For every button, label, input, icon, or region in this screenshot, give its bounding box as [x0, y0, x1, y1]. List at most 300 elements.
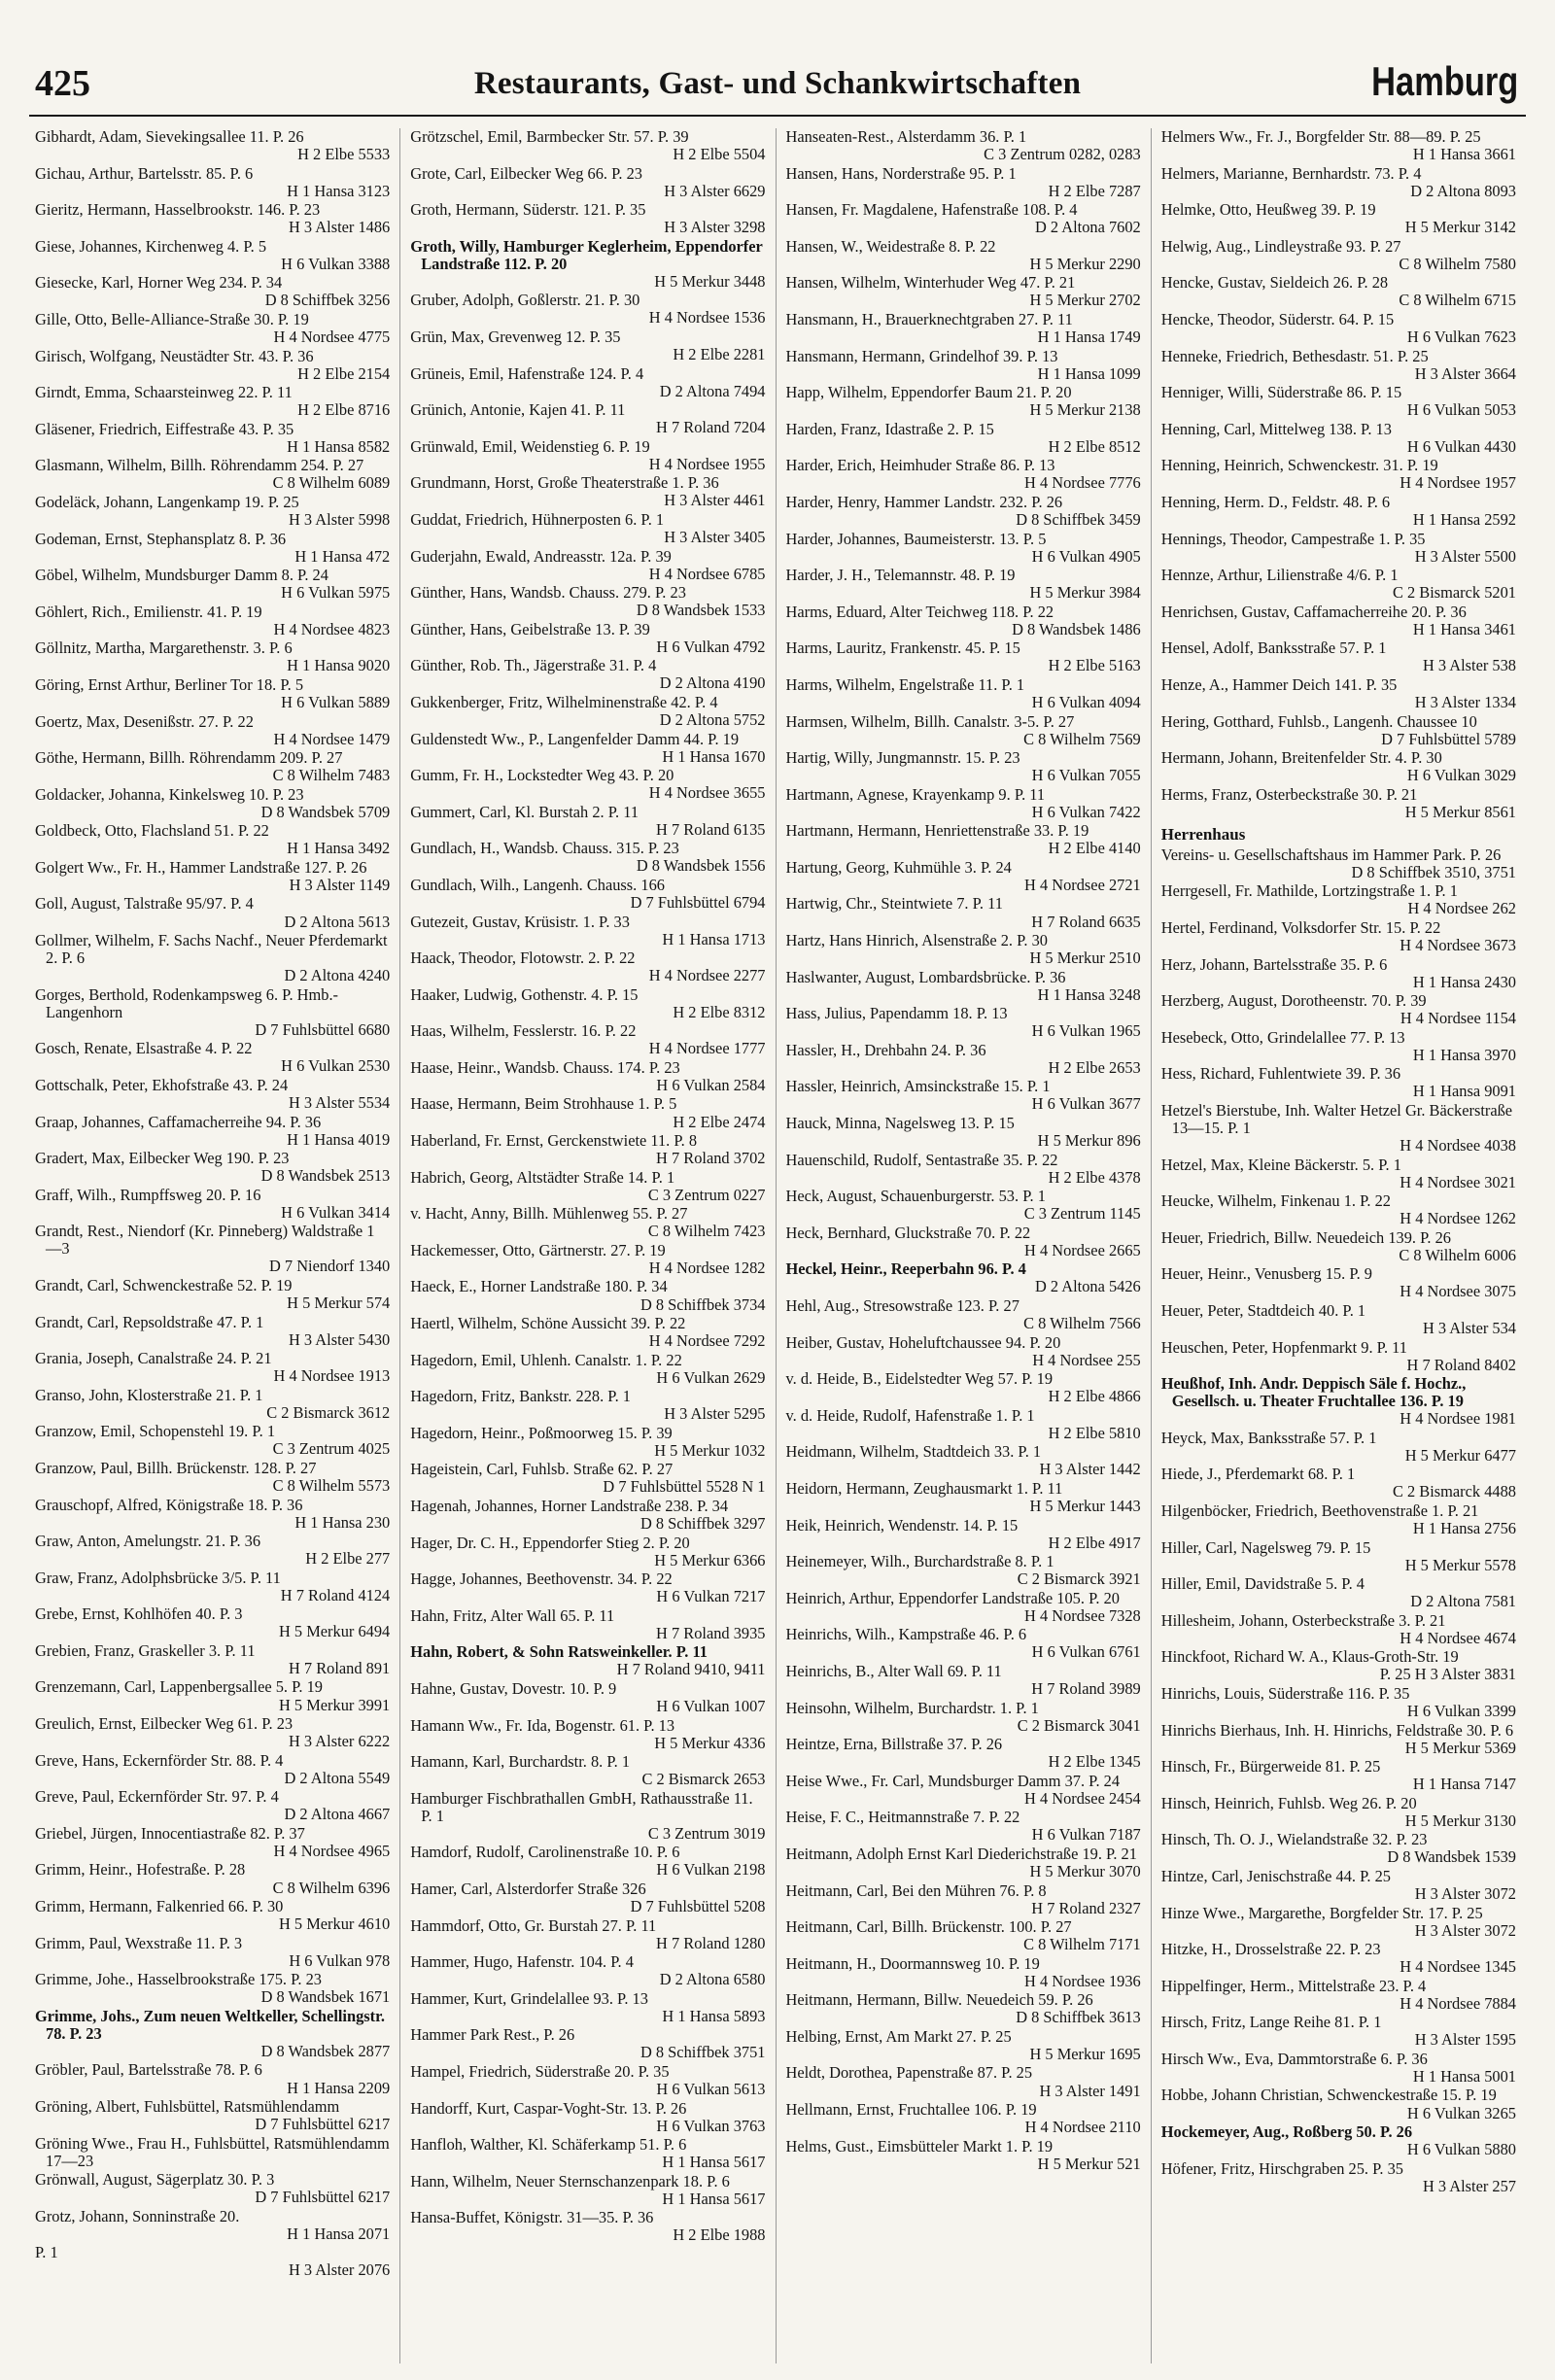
phone-number: H 2 Elbe 2154	[297, 363, 391, 383]
entry-text: Göllnitz, Martha, Margarethenstr. 3. P. 6	[35, 638, 293, 658]
listing-entry	[1161, 2087, 1516, 2121]
listing-entry	[35, 128, 390, 163]
entry-text: Hennze, Arthur, Lilienstraße 4/6. P. 1	[1160, 566, 1399, 585]
listing-entry	[35, 1460, 390, 1495]
listing-entry	[410, 1880, 765, 1915]
phone-number: H 4 Nordsee 4775	[273, 328, 391, 347]
phone-number: H 6 Vulkan 4792	[656, 637, 766, 656]
entry-text: Helmers, Marianne, Bernhardstr. 73. P. 4	[1160, 163, 1422, 183]
entry-text: Harms, Lauritz, Frankenstr. 45. P. 15	[785, 638, 1020, 658]
phone-number: H 3 Alster 534	[1422, 1319, 1516, 1337]
entry-text: Groth, Willy, Hamburger Keglerheim, Eppendorfer Landstraße 112. P. 20	[410, 236, 763, 273]
entry-text: Harder, J. H., Telemannstr. 48. P. 19	[785, 566, 1016, 585]
entry-text: Grün, Max, Grevenweg 12. P. 35	[410, 328, 621, 347]
phone-number: H 2 Elbe 277	[305, 1549, 391, 1569]
listing-entry	[1161, 1831, 1516, 1866]
entry-text: Hehl, Aug., Stresowstraße 123. P. 27	[785, 1296, 1019, 1315]
phone-number: H 5 Merkur 3070	[1029, 1861, 1141, 1880]
phone-number: H 3 Alster 1595	[1414, 2030, 1516, 2050]
entry-text: Heuer, Friedrich, Billw. Neuedeich 139. P. 26	[1160, 1227, 1452, 1247]
phone-number: H 2 Elbe 7287	[1048, 181, 1141, 200]
phone-number: H 6 Vulkan 4905	[1031, 546, 1141, 566]
listing-entry	[1161, 531, 1516, 566]
phone-number: H 4 Nordsee 7292	[648, 1331, 766, 1351]
entry-text: Hinrichs Bierhaus, Inh. H. Hinrichs, Feldstraße 30. P. 6	[1160, 1720, 1514, 1740]
entry-text: Heck, August, Schauenburgerstr. 53. P. 1	[785, 1187, 1046, 1206]
entry-text: Grotz, Johann, Sonninstraße 20.	[35, 2206, 240, 2225]
phone-number: C 8 Wilhelm 7566	[1023, 1314, 1141, 1333]
phone-number: H 1 Hansa 2756	[1412, 1519, 1516, 1538]
listing-entry	[786, 165, 1141, 200]
phone-number: H 3 Alster 4461	[664, 491, 766, 510]
listing-entry	[786, 238, 1141, 273]
phone-number: H 7 Roland 3702	[656, 1149, 766, 1168]
listing-entry	[35, 457, 390, 492]
listing-entry	[410, 401, 765, 436]
phone-number: H 7 Roland 891	[288, 1658, 391, 1677]
phone-number: H 2 Elbe 5810	[1048, 1423, 1141, 1442]
listing-entry	[786, 1334, 1141, 1369]
listing-entry	[1161, 882, 1516, 917]
listing-entry	[786, 1078, 1141, 1113]
entry-text: Hamann Ww., Fr. Ida, Bogenstr. 61. P. 13	[410, 1715, 675, 1735]
listing-entry	[1161, 567, 1516, 602]
entry-text: Hartz, Hans Hinrich, Alsenstraße 2. P. 30	[785, 931, 1048, 950]
entry-text: Gibhardt, Adam, Sievekingsallee 11. P. 26	[35, 128, 304, 146]
entry-text: Hertel, Ferdinand, Volksdorfer Str. 15. P. 22	[1160, 917, 1441, 937]
listing-entry	[35, 1314, 390, 1349]
phone-number: H 7 Roland 7204	[656, 418, 766, 437]
listing-entry	[35, 2208, 390, 2243]
listing-entry	[35, 1971, 390, 2006]
entry-text: Gumm, Fr. H., Lockstedter Weg 43. P. 20	[410, 766, 674, 785]
entry-text: Hagedorn, Fritz, Bankstr. 228. P. 1	[410, 1387, 631, 1406]
listing-entry	[410, 1844, 765, 1879]
phone-number: H 3 Alster 1334	[1414, 692, 1516, 711]
listing-entry	[1161, 1502, 1516, 1537]
phone-number: C 8 Wilhelm 6396	[272, 1878, 391, 1897]
listing-entry	[1161, 1905, 1516, 1940]
listing-entry	[410, 1790, 765, 1843]
listing-entry	[1161, 749, 1516, 784]
phone-number: H 6 Vulkan 3763	[656, 2116, 766, 2135]
phone-number: H 4 Nordsee 4674	[1400, 1628, 1516, 1647]
listing-entry	[1161, 1795, 1516, 1830]
listing-entry	[1161, 1029, 1516, 1064]
phone-number: H 6 Vulkan 978	[289, 1950, 391, 1970]
listing-entry	[410, 584, 765, 619]
entry-text: Heuschen, Peter, Hopfenmarkt 9. P. 11	[1160, 1337, 1407, 1357]
phone-number: H 5 Merkur 2290	[1029, 254, 1141, 273]
phone-number: H 6 Vulkan 6761	[1031, 1642, 1141, 1662]
listing-entry	[786, 274, 1141, 309]
phone-number: H 1 Hansa 3661	[1412, 145, 1516, 164]
entry-text: Haaker, Ludwig, Gothenstr. 4. P. 15	[410, 984, 639, 1004]
entry-text: Grünich, Antonie, Kajen 41. P. 11	[410, 400, 626, 420]
listing-entry	[410, 438, 765, 473]
entry-text: Henze, A., Hammer Deich 141. P. 35	[1160, 674, 1398, 694]
listing-entry	[35, 676, 390, 711]
phone-number: H 2 Elbe 2653	[1048, 1057, 1141, 1077]
listing-entry	[35, 494, 390, 529]
entry-text: Harmsen, Wilhelm, Billh. Canalstr. 3-5. P. 27	[785, 711, 1075, 731]
entry-text: Grimm, Hermann, Falkenried 66. P. 30	[35, 1897, 284, 1916]
entry-text: Girndt, Emma, Schaarsteinweg 22. P. 11	[35, 383, 293, 402]
phone-number: D 2 Altona 5426	[1034, 1277, 1141, 1296]
phone-number: H 3 Alster 2076	[288, 2260, 391, 2280]
listing-entry	[35, 932, 390, 984]
listing-entry	[410, 1607, 765, 1642]
entry-text: Heitmann, Adolph Ernst Karl Diederichstraße 19. P. 21	[785, 1844, 1137, 1863]
listing-entry	[1161, 421, 1516, 456]
entry-text: P. 1	[35, 2243, 58, 2262]
entry-text: Guderjahn, Ewald, Andreasstr. 12a. P. 39	[410, 546, 672, 566]
entry-text: Hanseaten-Rest., Alsterdamm 36. P. 1	[785, 128, 1027, 146]
listing-entry	[1161, 1102, 1516, 1155]
listing-entry	[410, 1059, 765, 1094]
phone-number: H 4 Nordsee 1536	[648, 308, 766, 328]
entry-text: Grötzschel, Emil, Barmbecker Str. 57. P. 39	[410, 128, 689, 146]
phone-number: H 5 Merkur 8561	[1404, 802, 1516, 821]
phone-number: C 3 Zentrum 0282, 0283	[984, 145, 1141, 164]
phone-number: H 4 Nordsee 6785	[648, 564, 766, 583]
listing-entry	[786, 2138, 1141, 2173]
entry-text: Grania, Joseph, Canalstraße 24. P. 21	[35, 1349, 272, 1368]
phone-number: C 2 Bismarck 4488	[1392, 1482, 1516, 1501]
listing-entry	[35, 348, 390, 383]
entry-text: Hartmann, Agnese, Krayenkamp 9. P. 11	[785, 784, 1046, 804]
listing-entry	[786, 421, 1141, 456]
listing-entry	[410, 1643, 765, 1678]
phone-number: D 7 Niendorf 1340	[268, 1257, 391, 1276]
phone-number: D 8 Schiffbek 3297	[639, 1514, 766, 1534]
phone-number: H 4 Nordsee 2665	[1024, 1240, 1141, 1259]
listing-entry	[410, 2173, 765, 2208]
entry-text: Hamann, Karl, Burchardstr. 8. P. 1	[410, 1752, 631, 1772]
listing-entry	[410, 2100, 765, 2135]
phone-number: H 6 Vulkan 2198	[656, 1860, 766, 1880]
listing-entry	[35, 1040, 390, 1075]
phone-number: C 8 Wilhelm 7171	[1023, 1935, 1141, 1954]
entry-text: Hann, Wilhelm, Neuer Sternschanzenpark 18. P. 6	[410, 2171, 730, 2190]
phone-number: H 2 Elbe 5504	[673, 145, 766, 164]
entry-text: Grönwall, August, Sägerplatz 30. P. 3	[35, 2170, 275, 2190]
listing-columns	[29, 128, 1526, 2363]
entry-text: Herz, Johann, Bartelsstraße 35. P. 6	[1160, 954, 1388, 974]
phone-number: H 5 Merkur 3142	[1404, 218, 1516, 237]
phone-number: H 5 Merkur 1032	[654, 1440, 766, 1460]
listing-entry	[35, 1497, 390, 1532]
listing-entry	[410, 2063, 765, 2098]
column-1	[29, 128, 399, 2363]
listing-entry	[35, 1077, 390, 1112]
entry-text: Guddat, Friedrich, Hühnerposten 6. P. 1	[410, 509, 665, 529]
entry-text: v. Hacht, Anny, Billh. Mühlenweg 55. P. 27	[410, 1204, 688, 1224]
listing-entry	[410, 1917, 765, 1952]
phone-number: C 2 Bismarck 3921	[1017, 1569, 1141, 1589]
entry-text: Hamburger Fischbrathallen GmbH, Rathausstraße 11. P. 1	[410, 1788, 753, 1825]
phone-number: H 5 Merkur 3448	[654, 271, 766, 291]
entry-text: Hamer, Carl, Alsterdorfer Straße 326	[410, 1880, 646, 1898]
entry-text: Hansmann, Hermann, Grindelhof 39. P. 13	[785, 346, 1058, 365]
section-heading	[1161, 825, 1516, 845]
listing-entry	[410, 1315, 765, 1350]
phone-number: H 2 Elbe 5163	[1048, 656, 1141, 675]
entry-text: Gottschalk, Peter, Ekhofstraße 43. P. 24	[35, 1075, 289, 1094]
entry-text: Grüneis, Emil, Hafenstraße 124. P. 4	[410, 363, 644, 383]
entry-text: Gollmer, Wilhelm, F. Sachs Nachf., Neuer Pferdemarkt 2. P. 6	[35, 931, 388, 968]
entry-text: Grote, Carl, Eilbecker Weg 66. P. 23	[410, 163, 642, 183]
entry-text: Grebien, Franz, Graskeller 3. P. 11	[35, 1640, 256, 1660]
entry-text: Hensel, Adolf, Banksstraße 57. P. 1	[1160, 638, 1387, 658]
listing-entry	[1161, 1065, 1516, 1100]
listing-entry	[410, 1498, 765, 1533]
entry-text: Heintze, Erna, Billstraße 37. P. 26	[785, 1735, 1003, 1754]
entry-text: Greulich, Ernst, Eilbecker Weg 61. P. 23	[35, 1714, 294, 1734]
listing-entry	[410, 1680, 765, 1715]
entry-text: Greve, Hans, Eckernförder Str. 88. P. 4	[35, 1750, 284, 1770]
entry-text: Heidorn, Hermann, Zeughausmarkt 1. P. 11	[785, 1478, 1063, 1498]
phone-number: H 3 Alster 257	[1422, 2176, 1516, 2195]
entry-text: Göthe, Hermann, Billh. Röhrendamm 209. P. 27	[35, 748, 343, 768]
listing-entry	[35, 749, 390, 784]
phone-number: H 7 Roland 3935	[656, 1623, 766, 1642]
phone-number: H 4 Nordsee 3673	[1400, 936, 1516, 955]
entry-text: Goertz, Max, Desenißstr. 27. P. 22	[35, 711, 254, 731]
phone-number: D 2 Altona 5752	[659, 710, 766, 729]
listing-entry	[410, 1990, 765, 2025]
entry-text: Haberland, Fr. Ernst, Gerckenstwiete 11. P. 8	[410, 1131, 698, 1151]
phone-number: H 6 Vulkan 3388	[281, 254, 391, 273]
listing-entry	[1161, 1648, 1516, 1683]
page-number: 425	[35, 63, 90, 104]
phone-number: H 4 Nordsee 2110	[1024, 2118, 1141, 2137]
phone-number: H 3 Alster 3664	[1414, 363, 1516, 383]
listing-entry	[786, 1517, 1141, 1552]
listing-entry	[35, 822, 390, 857]
listing-entry	[410, 1425, 765, 1460]
phone-number: H 3 Alster 6629	[664, 181, 766, 200]
listing-entry	[786, 1882, 1141, 1917]
listing-entry	[35, 2171, 390, 2206]
listing-entry	[410, 1278, 765, 1313]
listing-entry	[35, 1642, 390, 1677]
phone-number: H 1 Hansa 5617	[662, 2189, 766, 2208]
phone-number: H 5 Merkur 4336	[654, 1733, 766, 1752]
listing-entry	[410, 511, 765, 546]
listing-entry	[786, 1736, 1141, 1771]
listing-entry	[1161, 1339, 1516, 1374]
phone-number: H 4 Nordsee 3075	[1400, 1282, 1516, 1301]
listing-entry	[35, 1935, 390, 1970]
listing-entry	[1161, 201, 1516, 236]
phone-number: H 6 Vulkan 5975	[281, 583, 391, 603]
phone-number: H 1 Hansa 8582	[287, 436, 391, 456]
phone-number: C 3 Zentrum 4025	[272, 1439, 391, 1459]
listing-entry	[410, 365, 765, 400]
phone-number: D 7 Fuhlsbüttel 6217	[255, 2115, 391, 2134]
phone-number: C 3 Zentrum 1145	[1023, 1204, 1141, 1224]
listing-entry	[1161, 1722, 1516, 1757]
entry-text: Günther, Hans, Geibelstraße 13. P. 39	[410, 619, 650, 638]
phone-number: H 4 Nordsee 4038	[1400, 1136, 1516, 1156]
listing-entry	[410, 914, 765, 949]
phone-number: H 3 Alster 3298	[664, 218, 766, 237]
listing-entry	[35, 1387, 390, 1422]
entry-text: Grimm, Heinr., Hofestraße. P. 28	[35, 1860, 246, 1880]
entry-text: Hammer, Hugo, Hafenstr. 104. P. 4	[410, 1952, 634, 1972]
listing-entry	[35, 1223, 390, 1275]
entry-text: Grauschopf, Alfred, Königstraße 18. P. 36	[35, 1495, 303, 1514]
entry-text: Groth, Hermann, Süderstr. 121. P. 35	[410, 200, 646, 220]
phone-number: H 5 Merkur 1695	[1029, 2044, 1141, 2063]
listing-entry	[1161, 1229, 1516, 1264]
phone-number: H 4 Nordsee 1955	[648, 454, 766, 473]
listing-entry	[410, 949, 765, 984]
listing-entry	[786, 311, 1141, 346]
listing-entry	[410, 1095, 765, 1130]
entry-text: Grünwald, Emil, Weidenstieg 6. P. 19	[410, 436, 650, 456]
listing-entry	[35, 2098, 390, 2133]
entry-text: Gruber, Adolph, Goßlerstr. 21. P. 30	[410, 291, 640, 310]
entry-text: Hauck, Minna, Nagelsweg 13. P. 15	[785, 1114, 1015, 1133]
entry-text: Hansmann, H., Brauerknechtgraben 27. P. 11	[785, 309, 1073, 328]
listing-entry	[786, 1370, 1141, 1405]
phone-number: H 2 Elbe 4140	[1048, 839, 1141, 858]
entry-text: Hammer, Kurt, Grindelallee 93. P. 13	[410, 1988, 648, 2008]
entry-text: Hinsch, Fr., Bürgerweide 81. P. 25	[1160, 1757, 1381, 1776]
listing-entry	[410, 165, 765, 200]
entry-text: Hetzel, Max, Kleine Bäckerstr. 5. P. 1	[1160, 1155, 1401, 1174]
entry-text: Gille, Otto, Belle-Alliance-Straße 30. P. 19	[35, 309, 309, 328]
listing-entry	[410, 1388, 765, 1423]
entry-text: v. d. Heide, B., Eidelstedter Weg 57. P. 19	[785, 1369, 1054, 1389]
entry-text: Gundlach, H., Wandsb. Chauss. 315. P. 23	[410, 839, 679, 858]
entry-text: Giesecke, Karl, Horner Weg 234. P. 34	[35, 273, 283, 293]
phone-number: H 7 Roland 6135	[656, 819, 766, 839]
entry-text: Gieritz, Hermann, Hasselbrookstr. 146. P. 23	[35, 200, 321, 220]
entry-text: Heck, Bernhard, Gluckstraße 70. P. 22	[785, 1223, 1031, 1242]
listing-entry	[786, 1152, 1141, 1187]
phone-number: H 5 Merkur 2702	[1029, 291, 1141, 310]
listing-entry	[1161, 1192, 1516, 1227]
entry-text: Heitmann, Hermann, Billw. Neuedeich 59. P. 26	[785, 1990, 1093, 2010]
entry-text: Gutezeit, Gustav, Krüsistr. 1. P. 33	[410, 912, 630, 931]
entry-text: Graff, Wilh., Rumpffsweg 20. P. 16	[35, 1185, 261, 1204]
phone-number: D 8 Schiffbek 3734	[639, 1294, 766, 1314]
listing-entry	[410, 657, 765, 692]
listing-entry	[786, 2101, 1141, 2136]
phone-number: H 3 Alster 6222	[288, 1732, 391, 1751]
listing-entry	[410, 128, 765, 163]
entry-text: Hirsch Ww., Eva, Dammtorstraße 6. P. 36	[1160, 2049, 1428, 2068]
listing-entry	[410, 2136, 765, 2171]
entry-text: Heldt, Dorothea, Papenstraße 87. P. 25	[785, 2063, 1033, 2083]
listing-entry	[786, 1991, 1141, 2026]
listing-entry	[1161, 786, 1516, 821]
phone-number: D 2 Altona 5549	[284, 1768, 391, 1787]
phone-number: C 2 Bismarck 3612	[266, 1402, 391, 1422]
entry-text: Henning, Heinrich, Schwenckestr. 31. P. 19	[1160, 456, 1438, 475]
listing-entry	[786, 348, 1141, 383]
listing-entry	[35, 895, 390, 930]
phone-number: H 5 Merkur 6366	[654, 1550, 766, 1569]
entry-text: Hassler, Heinrich, Amsinckstraße 15. P. 1	[785, 1077, 1051, 1096]
phone-number: D 7 Fuhlsbüttel 5528 N 1	[603, 1477, 766, 1497]
phone-number: H 4 Nordsee 1957	[1400, 473, 1516, 493]
listing-entry	[35, 1569, 390, 1604]
phone-number: H 6 Vulkan 5889	[281, 692, 391, 711]
entry-text: Haase, Heinr., Wandsb. Chauss. 174. P. 23	[410, 1057, 680, 1077]
listing-entry	[35, 567, 390, 602]
phone-number: D 8 Wandsbek 1556	[636, 856, 766, 876]
entry-text: Harden, Franz, Idastraße 2. P. 15	[785, 419, 994, 438]
entry-text: Hinsch, Th. O. J., Wielandstraße 32. P. 23	[1160, 1830, 1428, 1849]
phone-number: H 6 Vulkan 4430	[1406, 436, 1516, 456]
listing-entry	[786, 1297, 1141, 1332]
phone-number: D 2 Altona 8093	[1410, 181, 1516, 200]
entry-text: Haslwanter, August, Lombardsbrücke. P. 36	[785, 967, 1066, 986]
entry-text: Harder, Henry, Hammer Landstr. 232. P. 26	[785, 492, 1063, 511]
entry-text: Hippelfinger, Herm., Mittelstraße 23. P. 4	[1160, 1976, 1427, 1995]
entry-text: Grandt, Rest., Niendorf (Kr. Pinneberg) Waldstraße 1—3	[35, 1222, 375, 1259]
entry-text: Hermann, Johann, Breitenfelder Str. 4. P. 30	[1160, 748, 1442, 768]
entry-text: Hencke, Theodor, Süderstr. 64. P. 15	[1160, 309, 1395, 328]
entry-text: Heitmann, Carl, Bei den Mühren 76. P. 8	[785, 1880, 1047, 1900]
entry-text: Gorges, Berthold, Rodenkampsweg 6. P. Hmb.-Langenhorn	[35, 984, 339, 1021]
phone-number: H 3 Alster 3405	[664, 528, 766, 547]
listing-entry	[35, 1423, 390, 1458]
phone-number: H 4 Nordsee 7776	[1024, 473, 1141, 493]
entry-text: Heitmann, H., Doormannsweg 10. P. 19	[785, 1953, 1040, 1973]
listing-entry	[35, 1678, 390, 1713]
phone-number: H 1 Hansa 1749	[1037, 328, 1141, 347]
phone-number: H 7 Roland 2327	[1031, 1898, 1141, 1917]
listing-entry	[35, 201, 390, 236]
phone-number: H 3 Alster 1486	[288, 218, 391, 237]
phone-number: H 4 Nordsee 7884	[1400, 1993, 1516, 2013]
phone-number: H 2 Elbe 1345	[1048, 1752, 1141, 1772]
listing-entry	[786, 1005, 1141, 1040]
entry-text: Hobbe, Johann Christian, Schwenckestraße 15. P. 19	[1160, 2086, 1497, 2105]
entry-text: Heinemeyer, Wilh., Burchardstraße 8. P. 1	[785, 1552, 1054, 1571]
entry-text: Gosch, Renate, Elsastraße 4. P. 22	[35, 1039, 253, 1058]
column-2	[399, 128, 775, 2363]
phone-number: H 2 Elbe 8512	[1048, 436, 1141, 456]
entry-text: Helbing, Ernst, Am Markt 27. P. 25	[785, 2026, 1012, 2046]
entry-text: Gundlach, Wilh., Langenh. Chauss. 166	[410, 875, 665, 894]
phone-number: H 2 Elbe 5533	[297, 145, 391, 164]
phone-number: H 2 Elbe 8312	[673, 1002, 766, 1021]
entry-text: Heise Wwe., Fr. Carl, Mundsburger Damm 37. P. 24	[785, 1771, 1121, 1790]
listing-entry	[786, 713, 1141, 748]
entry-text: Hockemeyer, Aug., Roßberg 50. P. 26	[1160, 2122, 1413, 2142]
entry-text: Greve, Paul, Eckernförder Str. 97. P. 4	[35, 1787, 279, 1807]
listing-entry	[410, 201, 765, 236]
entry-text: Hansen, Fr. Magdalene, Hafenstraße 108. P. 4	[785, 200, 1078, 220]
phone-number: D 8 Wandsbek 1533	[636, 601, 766, 620]
phone-number: H 1 Hansa 2592	[1412, 509, 1516, 529]
phone-number: H 7 Roland 6635	[1031, 912, 1141, 931]
entry-text: Heitmann, Carl, Billh. Brückenstr. 100. P. 27	[785, 1917, 1072, 1937]
entry-text: Happ, Wilhelm, Eppendorfer Baum 21. P. 20	[785, 383, 1072, 402]
phone-number: H 4 Nordsee 1479	[273, 729, 391, 748]
listing-entry	[35, 859, 390, 894]
listing-entry	[410, 1169, 765, 1204]
listing-entry	[786, 786, 1141, 821]
phone-number: D 2 Altona 5613	[284, 912, 391, 931]
entry-text: Hammer Park Rest., P. 26	[410, 2025, 575, 2045]
